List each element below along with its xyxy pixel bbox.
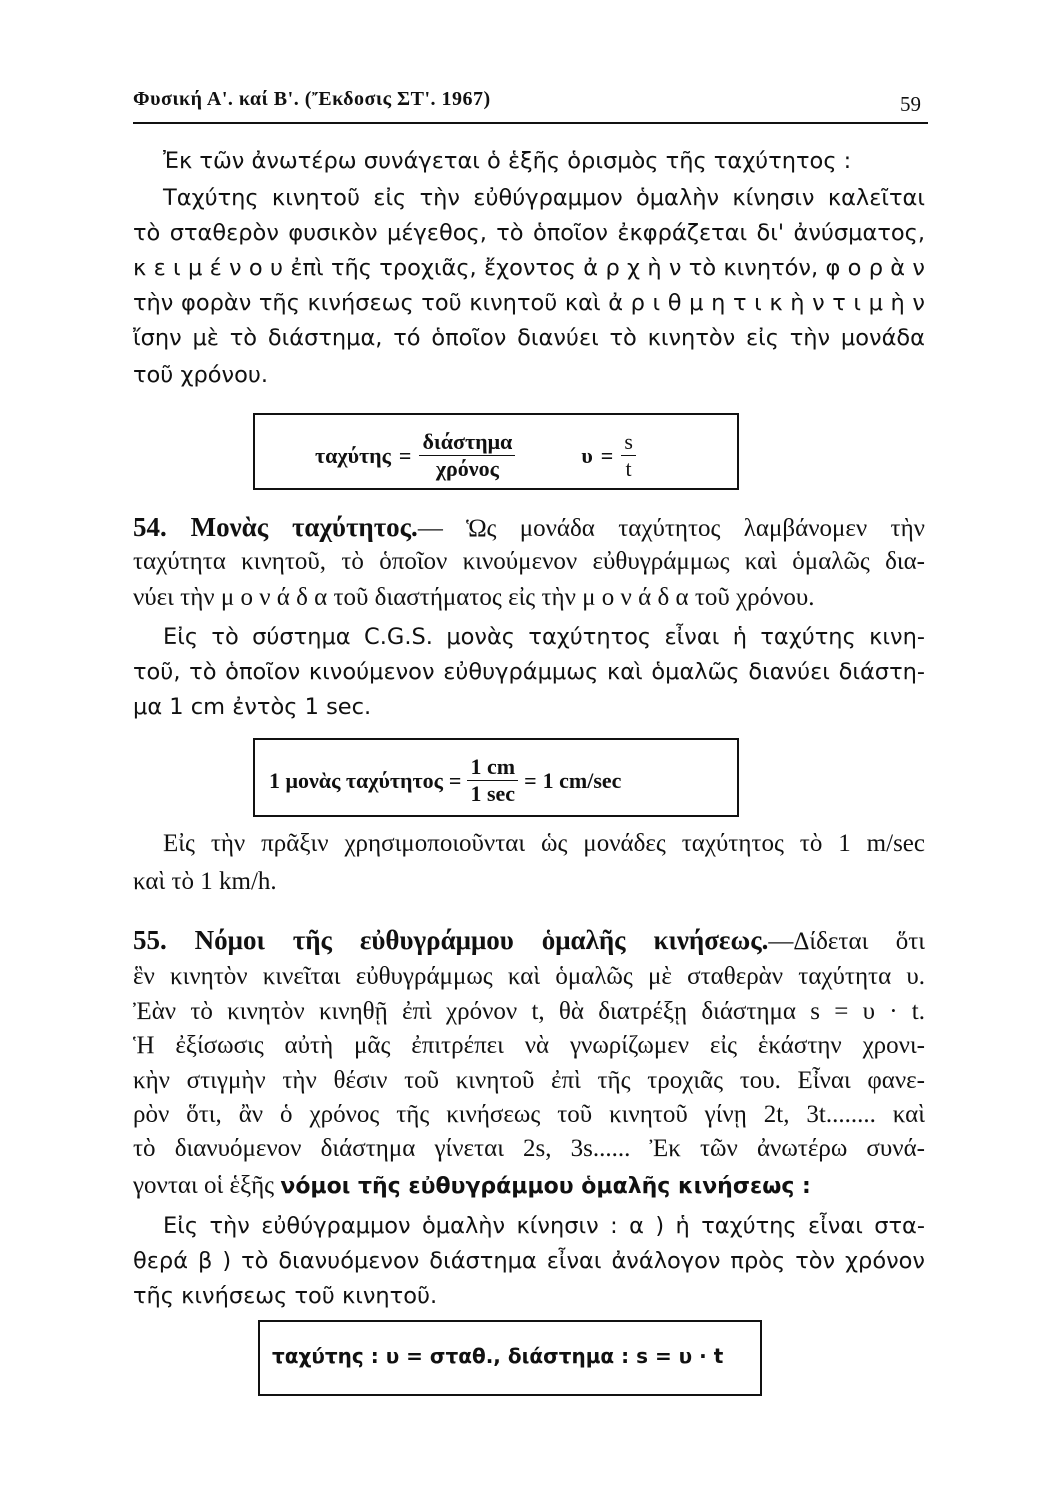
text-line: ταχύτητα κινητοῦ, τὸ ὁποῖον κινούμενον εὐθυγράμμως καὶ ὁμαλῶς δια-: [133, 548, 925, 575]
header-title: Φυσική Α'. καί Β'. (Ἔκδοσις ΣΤ'. 1967): [133, 88, 491, 110]
section-text: — Ὡς μονάδα ταχύτητος λαμβάνομεν τὴν: [417, 515, 925, 542]
text-line: κ ε ι μ έ ν ο υ ἐπὶ τῆς τροχιᾶς, ἔχοντος ἀ ρ χ ὴ ν τὸ κινητόν, φ ο ρ ὰ ν: [133, 255, 925, 281]
text-line: τῆς κινήσεως τοῦ κινητοῦ.: [133, 1283, 438, 1309]
text-line: Εἰς τὴν πρᾶξιν χρησιμοποιοῦνται ὡς μονάδες ταχύτητος τὸ 1 m/sec: [163, 830, 925, 857]
text-line: τὸ σταθερὸν φυσικὸν μέγεθος, τὸ ὁποῖον ἐκφράζεται δι' ἀνύσματος,: [133, 220, 925, 246]
equals: =: [448, 767, 462, 793]
fraction-s-t: [621, 429, 636, 482]
denominator: t: [625, 456, 632, 481]
text-line: Ταχύτης κινητοῦ εἰς τὴν εὐθύγραμμον ὁμαλὴν κίνησιν καλεῖται: [163, 185, 925, 211]
text: γονται οἱ ἑξῆς: [133, 1172, 281, 1199]
section-55-heading: [133, 925, 925, 956]
fraction: [419, 429, 515, 482]
text-line: καὶ τὸ 1 km/h.: [133, 868, 277, 895]
text-line: νύει τὴν μ ο ν ά δ α τοῦ διαστήματος εἰς τὴν μ ο ν ά δ α τοῦ χρόνου.: [133, 584, 815, 611]
formula-lhs: 1 μονὰς ταχύτητος: [269, 767, 443, 793]
text-line: ἓν κινητὸν κινεῖται εὐθυγράμμως καὶ ὁμαλῶς μὲ σταθερὰν ταχύτητα υ.: [133, 963, 925, 990]
section-title: 55. Νόμοι τῆς εὐθυγράμμου ὁμαλῆς κινήσεως.: [133, 925, 769, 955]
text-line: τὸ διανυόμενον διάστημα γίνεται 2s, 3s...... Ἐκ τῶν ἀνωτέρω συνά-: [133, 1135, 925, 1162]
equals: =: [600, 442, 614, 468]
text-line: κὴν στιγμὴν τὴν θέσιν τοῦ κινητοῦ ἐπὶ τῆς τροχιᾶς του. Εἶναι φανε-: [133, 1067, 925, 1094]
numerator: διάστημα: [419, 429, 515, 456]
text-line: Εἰς τὸ σύστημα C.G.S. μονὰς ταχύτητος εἶναι ἡ ταχύτης κινη-: [163, 624, 925, 650]
text-line: ρὸν ὅτι, ἂν ὁ χρόνος τῆς κινήσεως τοῦ κινητοῦ γίνῃ 2t, 3t........ καὶ: [133, 1101, 925, 1128]
text-line: Ἐὰν τὸ κινητὸν κινηθῇ ἐπὶ χρόνον t, θὰ διατρέξῃ διάστημα s = υ · t.: [133, 998, 925, 1025]
page-number: 59: [900, 92, 921, 116]
text-line: Ἡ ἐξίσωσις αὐτὴ μᾶς ἐπιτρέπει νὰ γνωρίζωμεν εἰς ἑκάστην χρονι-: [133, 1032, 925, 1059]
denominator: χρόνος: [435, 456, 499, 481]
section-title: 54. Μονὰς ταχύτητος.: [133, 512, 418, 542]
laws-line: [133, 1172, 925, 1200]
fraction: [467, 754, 518, 807]
text-line: τοῦ χρόνου.: [133, 362, 269, 388]
equals: =: [398, 442, 412, 468]
numerator: 1 cm: [467, 754, 518, 781]
equals: =: [524, 767, 537, 793]
text-line: μα 1 cm ἐντὸς 1 sec.: [133, 694, 372, 720]
text-line: ἴσην μὲ τὸ διάστημα, τό ὁποῖον διανύει τὸ κινητὸν εἰς τὴν μονάδα: [133, 325, 925, 351]
text-line: τὴν φορὰν τῆς κινήσεως τοῦ κινητοῦ καὶ ἀ ρ ι θ μ η τ ι κ ὴ ν τ ι μ ὴ ν: [133, 290, 925, 316]
text-line: θερά β ) τὸ διανυόμενον διάστημα εἶναι ἀνάλογον πρὸς τὸν χρόνον: [133, 1248, 925, 1274]
velocity-symbol: υ: [581, 442, 593, 468]
formula-rhs: 1 cm/sec: [542, 767, 622, 793]
section-text: —Δίδεται ὅτι: [768, 928, 925, 955]
text-line: Εἰς τὴν εὐθύγραμμον ὁμαλὴν κίνησιν : α ) ἡ ταχύτης εἶναι στα-: [163, 1213, 925, 1239]
section-54-heading: [133, 512, 925, 543]
text-line: τοῦ, τὸ ὁποῖον κινούμενον εὐθυγράμμως καὶ ὁμαλῶς διανύει διάστη-: [133, 659, 925, 685]
text-line: Ἐκ τῶν ἀνωτέρω συνάγεται ὁ ἑξῆς ὁρισμὸς τῆς ταχύτητος :: [163, 148, 852, 174]
formula-lhs: ταχύτης: [315, 442, 391, 468]
laws-formula-box: [258, 1320, 762, 1396]
speed-formula-box: [253, 413, 739, 490]
numerator: s: [621, 429, 636, 456]
header-rule: [133, 122, 928, 124]
laws-formula: ταχύτης : υ = σταθ., διάστημα : s = υ · t: [272, 1344, 724, 1368]
denominator: 1 sec: [470, 781, 516, 806]
unit-formula-box: [253, 738, 739, 817]
laws-title: νόμοι τῆς εὐθυγράμμου ὁμαλῆς κινήσεως :: [280, 1174, 811, 1199]
